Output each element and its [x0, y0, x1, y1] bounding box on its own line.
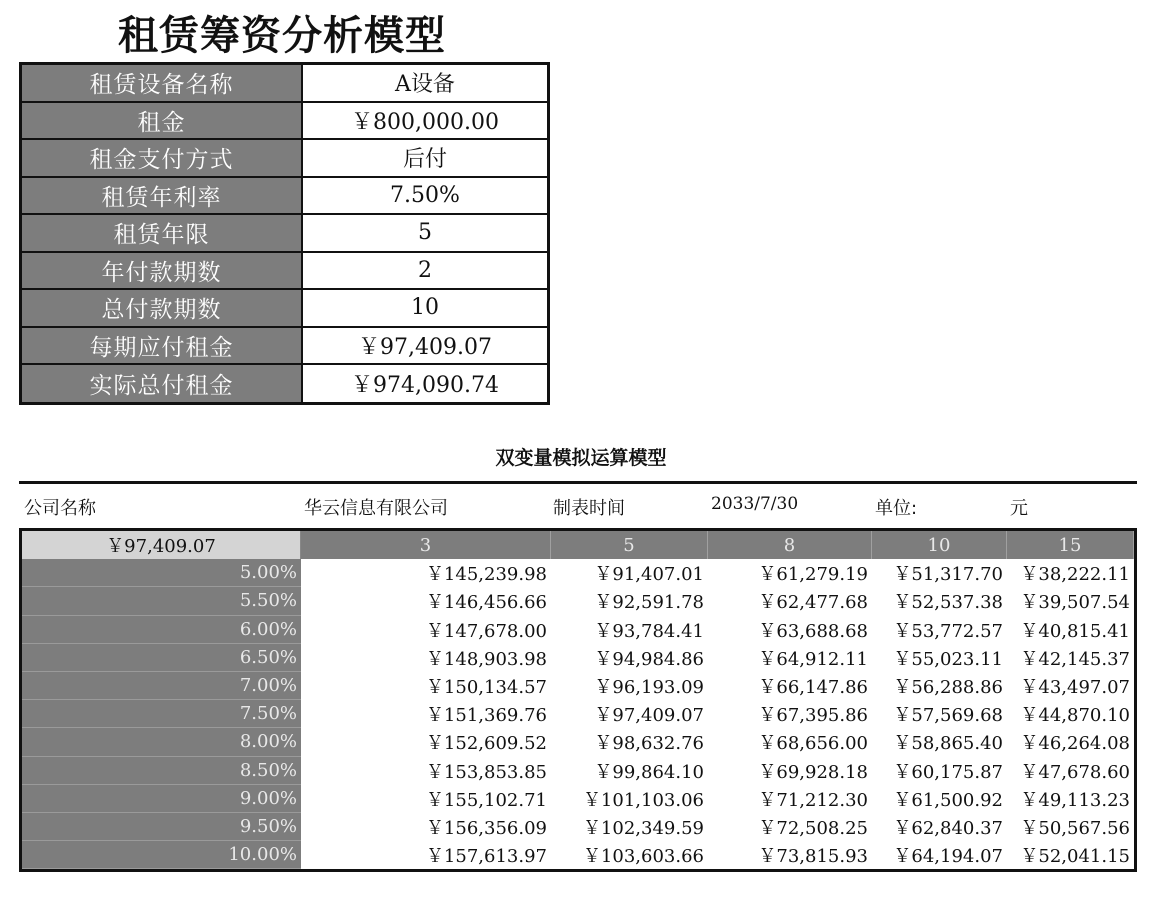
- table-cell[interactable]: ￥97,409.07: [551, 700, 708, 728]
- param-row: [22, 365, 547, 402]
- table-cell[interactable]: ￥102,349.59: [551, 813, 708, 841]
- date-value[interactable]: 2033/7/30: [711, 494, 799, 514]
- table-row: [22, 757, 1134, 785]
- table-cell[interactable]: ￥62,840.37: [872, 813, 1007, 841]
- table-cell[interactable]: ￥155,102.71: [301, 785, 551, 813]
- rate-row-header[interactable]: 10.00%: [22, 841, 301, 869]
- table-cell[interactable]: ￥39,507.54: [1007, 587, 1134, 615]
- table-cell[interactable]: ￥148,903.98: [301, 644, 551, 672]
- rate-row-header[interactable]: 9.00%: [22, 785, 301, 813]
- table-cell[interactable]: ￥43,497.07: [1007, 672, 1134, 700]
- table-cell[interactable]: ￥44,870.10: [1007, 700, 1134, 728]
- table-cell[interactable]: ￥146,456.66: [301, 587, 551, 615]
- table-row: [22, 672, 1134, 700]
- grid-column-header[interactable]: 3: [301, 531, 551, 559]
- two-variable-data-table: [19, 528, 1137, 872]
- table-cell[interactable]: ￥153,853.85: [301, 757, 551, 785]
- table-cell[interactable]: ￥67,395.86: [708, 700, 872, 728]
- param-row: [22, 65, 547, 103]
- table-cell[interactable]: ￥71,212.30: [708, 785, 872, 813]
- table-row: [22, 700, 1134, 728]
- param-row: [22, 140, 547, 178]
- table-cell[interactable]: ￥64,912.11: [708, 644, 872, 672]
- table-cell[interactable]: ￥40,815.41: [1007, 616, 1134, 644]
- table-cell[interactable]: ￥68,656.00: [708, 728, 872, 756]
- table-cell[interactable]: ￥53,772.57: [872, 616, 1007, 644]
- grid-column-header[interactable]: 8: [708, 531, 872, 559]
- grid-header-row: [22, 531, 1134, 559]
- table-cell[interactable]: ￥47,678.60: [1007, 757, 1134, 785]
- table-cell[interactable]: ￥38,222.11: [1007, 559, 1134, 587]
- grid-column-header[interactable]: 5: [551, 531, 708, 559]
- param-value[interactable]: 后付: [303, 140, 547, 176]
- rate-row-header[interactable]: 7.00%: [22, 672, 301, 700]
- grid-column-header[interactable]: 10: [872, 531, 1007, 559]
- param-value[interactable]: 10: [303, 290, 547, 326]
- param-label: 实际总付租金: [22, 365, 303, 402]
- rate-row-header[interactable]: 6.50%: [22, 644, 301, 672]
- company-value[interactable]: 华云信息有限公司: [304, 498, 448, 519]
- param-row: [22, 178, 547, 216]
- table-cell[interactable]: ￥145,239.98: [301, 559, 551, 587]
- table-cell[interactable]: ￥49,113.23: [1007, 785, 1134, 813]
- param-label: 年付款期数: [22, 253, 303, 289]
- param-value[interactable]: 2: [303, 253, 547, 289]
- table-cell[interactable]: ￥94,984.86: [551, 644, 708, 672]
- param-row: [22, 103, 547, 141]
- table-cell[interactable]: ￥55,023.11: [872, 644, 1007, 672]
- table-cell[interactable]: ￥69,928.18: [708, 757, 872, 785]
- unit-value[interactable]: 元: [1010, 498, 1028, 519]
- table-cell[interactable]: ￥61,279.19: [708, 559, 872, 587]
- param-value[interactable]: 5: [303, 215, 547, 251]
- table-cell[interactable]: ￥101,103.06: [551, 785, 708, 813]
- table-cell[interactable]: ￥51,317.70: [872, 559, 1007, 587]
- table-row: [22, 644, 1134, 672]
- table-cell[interactable]: ￥46,264.08: [1007, 728, 1134, 756]
- param-row: [22, 215, 547, 253]
- table-cell[interactable]: ￥63,688.68: [708, 616, 872, 644]
- table-cell[interactable]: ￥62,477.68: [708, 587, 872, 615]
- table-cell[interactable]: ￥99,864.10: [551, 757, 708, 785]
- table-cell[interactable]: ￥52,041.15: [1007, 841, 1134, 869]
- param-value[interactable]: ￥800,000.00: [303, 103, 547, 139]
- table-cell[interactable]: ￥156,356.09: [301, 813, 551, 841]
- table-cell[interactable]: ￥73,815.93: [708, 841, 872, 869]
- table-cell[interactable]: ￥58,865.40: [872, 728, 1007, 756]
- table-cell[interactable]: ￥61,500.92: [872, 785, 1007, 813]
- rate-row-header[interactable]: 5.50%: [22, 587, 301, 615]
- table-cell[interactable]: ￥52,537.38: [872, 587, 1007, 615]
- table-cell[interactable]: ￥152,609.52: [301, 728, 551, 756]
- company-label: 公司名称: [24, 498, 96, 519]
- unit-label: 单位:: [875, 498, 918, 519]
- param-label: 租赁设备名称: [22, 65, 303, 101]
- param-value[interactable]: A设备: [303, 65, 547, 101]
- table-cell[interactable]: ￥151,369.76: [301, 700, 551, 728]
- rate-row-header[interactable]: 8.00%: [22, 728, 301, 756]
- table-row: [22, 587, 1134, 615]
- param-label: 租金支付方式: [22, 140, 303, 176]
- table-cell[interactable]: ￥93,784.41: [551, 616, 708, 644]
- param-row: [22, 328, 547, 366]
- param-label: 租金: [22, 103, 303, 139]
- param-row: [22, 290, 547, 328]
- param-label: 租赁年限: [22, 215, 303, 251]
- param-value[interactable]: ￥974,090.74: [303, 365, 547, 402]
- rate-row-header[interactable]: 6.00%: [22, 616, 301, 644]
- param-value[interactable]: 7.50%: [303, 178, 547, 214]
- table-cell[interactable]: ￥66,147.86: [708, 672, 872, 700]
- lease-parameters-table: [19, 62, 550, 405]
- table-cell[interactable]: ￥42,145.37: [1007, 644, 1134, 672]
- rate-row-header[interactable]: 9.50%: [22, 813, 301, 841]
- table-row: [22, 813, 1134, 841]
- table-row: [22, 728, 1134, 756]
- table-cell[interactable]: ￥64,194.07: [872, 841, 1007, 869]
- table-row: [22, 616, 1134, 644]
- rate-row-header[interactable]: 5.00%: [22, 559, 301, 587]
- param-row: [22, 253, 547, 291]
- table-cell[interactable]: ￥96,193.09: [551, 672, 708, 700]
- page-title: 租赁筹资分析模型: [118, 12, 446, 59]
- table-cell[interactable]: ￥56,288.86: [872, 672, 1007, 700]
- grid-column-header[interactable]: 15: [1007, 531, 1134, 559]
- param-label: 总付款期数: [22, 290, 303, 326]
- grid-corner-formula[interactable]: ￥97,409.07: [22, 531, 301, 559]
- table-cell[interactable]: ￥103,603.66: [551, 841, 708, 869]
- table-row: [22, 785, 1134, 813]
- table-row: [22, 559, 1134, 587]
- rate-row-header[interactable]: 7.50%: [22, 700, 301, 728]
- table-cell[interactable]: ￥150,134.57: [301, 672, 551, 700]
- section-subtitle: 双变量模拟运算模型: [495, 447, 667, 469]
- date-label: 制表时间: [553, 498, 625, 519]
- param-label: 租赁年利率: [22, 178, 303, 214]
- table-cell[interactable]: ￥91,407.01: [551, 559, 708, 587]
- param-value[interactable]: ￥97,409.07: [303, 328, 547, 364]
- table-row: [22, 841, 1134, 869]
- table-cell[interactable]: ￥60,175.87: [872, 757, 1007, 785]
- table-cell[interactable]: ￥50,567.56: [1007, 813, 1134, 841]
- section-divider: [19, 481, 1137, 484]
- rate-row-header[interactable]: 8.50%: [22, 757, 301, 785]
- table-cell[interactable]: ￥157,613.97: [301, 841, 551, 869]
- param-label: 每期应付租金: [22, 328, 303, 364]
- table-cell[interactable]: ￥72,508.25: [708, 813, 872, 841]
- table-cell[interactable]: ￥57,569.68: [872, 700, 1007, 728]
- table-cell[interactable]: ￥98,632.76: [551, 728, 708, 756]
- table-cell[interactable]: ￥147,678.00: [301, 616, 551, 644]
- table-cell[interactable]: ￥92,591.78: [551, 587, 708, 615]
